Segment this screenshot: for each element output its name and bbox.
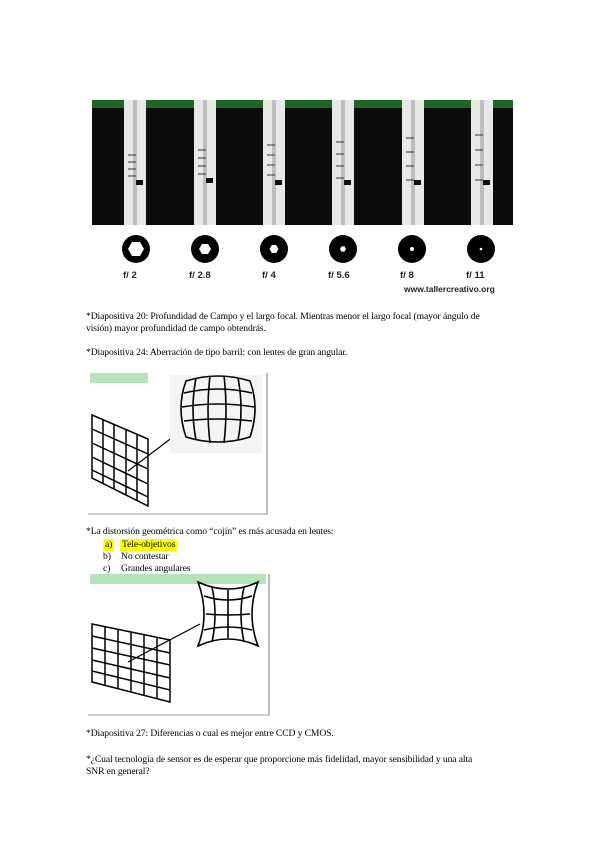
option-text: Tele-objetivos <box>122 539 176 550</box>
aperture-icon <box>329 235 357 263</box>
aperture-icon <box>122 235 150 263</box>
f-stop-label: f/ 8 <box>400 270 414 281</box>
paragraph-diapositiva-27: *Diapositiva 27: Diferencias o cual es mejor entre CCD y CMOS. <box>86 728 334 739</box>
f-stop-label: f/ 11 <box>466 270 485 281</box>
lens-barrel-6 <box>471 100 493 225</box>
f-stop-label: f/ 2 <box>123 270 137 281</box>
option-label: c) <box>103 563 111 574</box>
paragraph-diapositiva-20 <box>86 311 526 335</box>
paragraph-line: *¿Cual tecnología de sensor es de esperar que proporcione más fidelidad, mayor sensibilidad y una alta <box>86 754 473 765</box>
paragraph-line: SNR en general? <box>86 766 150 777</box>
lens-barrel-3 <box>263 100 285 225</box>
f-stop-label: f/ 4 <box>262 270 276 281</box>
aperture-icon <box>467 235 495 263</box>
lens-barrel-2 <box>194 100 216 225</box>
paragraph-diapositiva-24: *Diapositiva 24: Aberración de tipo barril: con lentes de gran angular. <box>86 347 348 358</box>
barrel-distortion-diagram <box>88 373 268 515</box>
pincushion-distortion-diagram <box>88 574 270 716</box>
question-text: *La distorsión geométrica como “cojín” es más acusada en lentes: <box>86 526 334 537</box>
option-text: No contestar <box>121 551 169 562</box>
option-label: b) <box>103 551 111 562</box>
watermark-url: www.tallercreativo.org <box>404 284 495 294</box>
photo-dark-band <box>92 100 513 225</box>
paragraph-line: visión) mayor profundidad de campo obtendrás. <box>86 323 266 334</box>
barrel-distortion-figure <box>88 373 266 513</box>
lens-barrel-4 <box>332 100 354 225</box>
option-label: a) <box>105 539 113 550</box>
paragraph-sensor-question <box>86 754 526 778</box>
aperture-icon <box>398 235 426 263</box>
paragraph-line: *Diapositiva 20: Profundidad de Campo y el largo focal. Mientras menor el largo focal (mayor ángulo de <box>86 311 480 322</box>
f-stop-label: f/ 5.6 <box>328 270 350 281</box>
lens-barrel-5 <box>402 100 424 225</box>
aperture-icon <box>260 235 288 263</box>
aperture-depth-of-field-image <box>92 100 513 298</box>
lens-barrel-photos <box>92 100 513 225</box>
option-text: Grandes angulares <box>121 563 191 574</box>
f-stop-label: f/ 2.8 <box>189 270 211 281</box>
pincushion-distortion-figure <box>88 574 268 714</box>
aperture-icon <box>191 235 219 263</box>
